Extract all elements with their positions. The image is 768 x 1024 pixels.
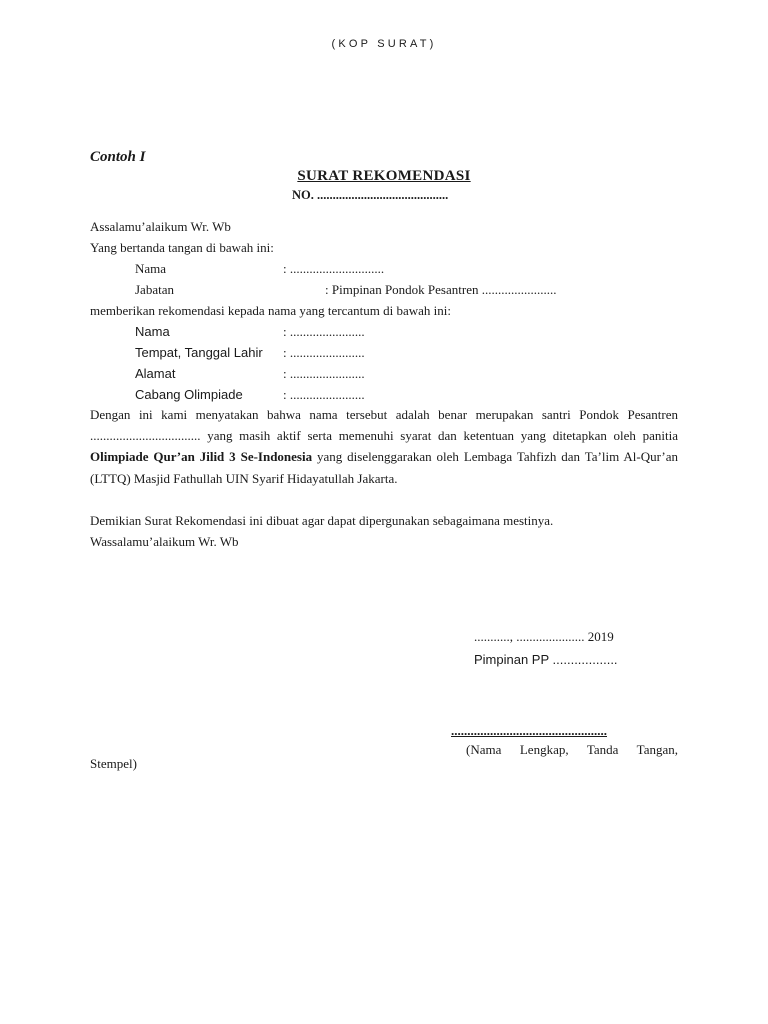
recommendation-line: memberikan rekomendasi kepada nama yang tercantum di bawah ini: (90, 303, 451, 318)
event-name: Olimpiade Qur’an Jilid 3 Se-Indonesia (90, 449, 313, 465)
body-text-part2: yang diselenggarakan oleh Lembaga Tahfizh dan Ta’lim Al-Qur’an (LTTQ) Masjid Fathullah UIN Syarif Hidayatullah Jakarta. (90, 449, 678, 486)
recipient-name-value: : ....................... (283, 324, 365, 339)
signer-position: Pimpinan PP .................. (474, 652, 618, 667)
recipient-birth-value: : ....................... (283, 345, 365, 360)
signer-name-value: : ............................. (283, 261, 385, 276)
recipient-birth-label: Tempat, Tanggal Lahir (135, 345, 263, 360)
date-line: ..........., ..................... 2019 (474, 629, 614, 644)
recipient-address-value: : ....................... (283, 366, 365, 381)
letterhead-placeholder: (KOP SURAT) (331, 38, 437, 50)
recipient-branch-value: : ....................... (283, 387, 365, 402)
intro-text: Yang bertanda tangan di bawah ini: (90, 240, 274, 255)
recipient-name-label: Nama (135, 324, 170, 339)
example-label: Contoh I (90, 149, 146, 165)
letter-title: SURAT REKOMENDASI (297, 168, 471, 184)
signer-name-label: Nama (135, 261, 167, 276)
signature-caption-continued: Stempel) (90, 756, 137, 771)
recipient-branch-label: Cabang Olimpiade (135, 387, 243, 402)
letter-number: NO. .......................................... (292, 188, 449, 202)
recipient-address-label: Alamat (135, 366, 176, 381)
signer-position-label: Jabatan (135, 282, 174, 297)
greeting: Assalamu’alaikum Wr. Wb (90, 219, 231, 234)
signature-caption: (Nama Lengkap, Tanda Tangan, (466, 742, 678, 757)
signer-position-value: : Pimpinan Pondok Pesantren ....................... (325, 282, 557, 297)
farewell-text: Wassalamu’alaikum Wr. Wb (90, 534, 239, 549)
closing-text: Demikian Surat Rekomendasi ini dibuat agar dapat dipergunakan sebagaimana mestinya. (90, 513, 554, 528)
signature-blank-line: ................................................ (451, 723, 607, 738)
body-text-part1: Dengan ini kami menyatakan bahwa nama tersebut adalah benar merupakan santri Pondok Pesantren .................................. yang masih aktif serta memenuhi syarat dan ketentuan yang ditetapkan oleh panitia (90, 407, 678, 444)
body-paragraph (90, 404, 678, 489)
